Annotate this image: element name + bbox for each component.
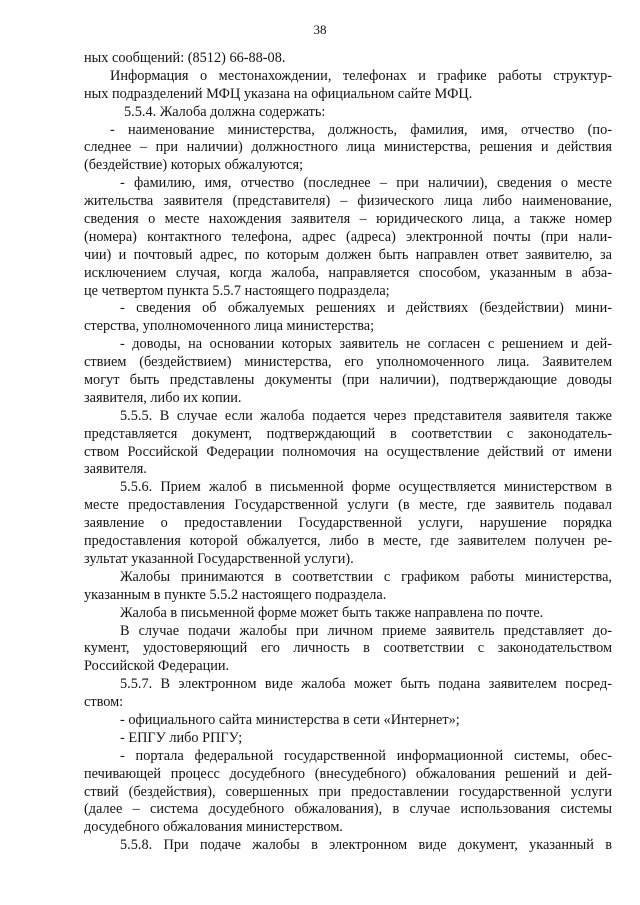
text-line: - сведения об обжалуемых решениях и действиях (бездействии) мини-: [120, 300, 612, 317]
text-line: предоставления которой обжалуется, либо в месте, где заявителем получен ре-: [84, 533, 612, 550]
text-line: жительства заявителя (представителя) – физического лица либо наименование,: [84, 193, 612, 210]
text-line: ствием (бездействием) министерства, его уполномоченного лица. Заявителем: [84, 354, 612, 371]
text-line: (бездействие) которых обжалуются;: [84, 157, 304, 174]
text-line: могут быть представлены документы (при наличии), подтверждающие доводы: [84, 372, 612, 389]
text-line: ных подразделений МФЦ указана на официальном сайте МФЦ.: [84, 85, 473, 102]
text-line: ных сообщений: (8512) 66-88-08.: [84, 50, 286, 66]
text-line: Информация о местонахождении, телефонах и графике работы структур-: [110, 67, 612, 84]
text-line: - ЕПГУ либо РПГУ;: [120, 729, 243, 746]
text-line: следнее – при наличии) должностного лица министерства, решения и действия: [84, 139, 612, 156]
text-line: В случае подачи жалобы при личном приеме заявитель представляет до-: [120, 622, 612, 639]
text-line: 5.5.4. Жалоба должна содержать:: [124, 103, 326, 120]
text-line: - фамилию, имя, отчество (последнее – при наличии), сведения о месте: [120, 175, 612, 192]
text-line: - официального сайта министерства в сети «Интернет»;: [120, 711, 460, 728]
text-line: (далее – система досудебного обжалования), в случае использования системы: [84, 801, 612, 818]
text-line: кумент, удостоверяющий его личность в соответствии с законодательством: [84, 640, 612, 657]
text-line: заявителя.: [84, 461, 147, 478]
text-line: 5.5.7. В электронном виде жалоба может быть подана заявителем посред-: [120, 676, 612, 693]
document-body: [84, 50, 612, 855]
text-line: Жалобы принимаются в соответствии с графиком работы министерства,: [120, 568, 612, 585]
text-line: ствий (бездействия), совершенных при предоставлении государственной услуги: [84, 783, 612, 800]
text-line: 5.5.8. При подаче жалобы в электронном виде документ, указанный в: [120, 837, 612, 854]
text-line: представляется документ, подтверждающий в соответствии с законодатель-: [84, 425, 612, 442]
text-line: стерства, уполномоченного лица министерства;: [84, 318, 375, 335]
text-line: заявление о предоставлении Государственной услуги, нарушение порядка: [84, 515, 612, 532]
text-line: месте предоставления Государственной услуги (в месте, где заявитель подавал: [84, 497, 612, 514]
text-line: ством Российской Федерации полномочия на осуществление действий от имени: [84, 443, 612, 460]
text-line: (номера) контактного телефона, адрес (адреса) электронной почты (при нали-: [84, 228, 612, 245]
text-line: ством:: [84, 694, 124, 711]
text-line: Российской Федерации.: [84, 658, 230, 675]
text-line: досудебного обжалования министерством.: [84, 819, 343, 836]
text-line: 5.5.5. В случае если жалоба подается через представителя заявителя также: [120, 407, 612, 424]
text-line: - портала федеральной государственной информационной системы, обес-: [120, 747, 612, 764]
text-line: сведения о месте нахождения заявителя – юридического лица, а также номер: [84, 211, 612, 228]
text-line: - доводы, на основании которых заявитель не согласен с решением и дей-: [120, 336, 612, 353]
text-line: - наименование министерства, должность, фамилия, имя, отчество (по-: [110, 121, 612, 138]
text-line: Жалоба в письменной форме может быть также направлена по почте.: [120, 604, 544, 621]
page-number: 38: [313, 22, 327, 37]
text-line: печивающей процесс досудебного (внесудебного) обжалования решений и дей-: [84, 765, 612, 782]
text-line: указанным в пункте 5.5.2 настоящего подраздела.: [84, 586, 387, 603]
text-line: це четвертом пункта 5.5.7 настоящего подраздела;: [84, 282, 390, 299]
text-line: заявителя, либо их копии.: [84, 389, 242, 406]
text-line: 5.5.6. Прием жалоб в письменной форме осуществляется министерством в: [120, 479, 612, 496]
text-line: чии) и почтовый адрес, по которым должен быть направлен ответ заявителю, за: [84, 246, 612, 263]
text-line: зультат указанной Государственной услуги).: [84, 550, 354, 567]
text-line: исключением случая, когда жалоба, направляется способом, указанным в абза-: [84, 264, 612, 281]
